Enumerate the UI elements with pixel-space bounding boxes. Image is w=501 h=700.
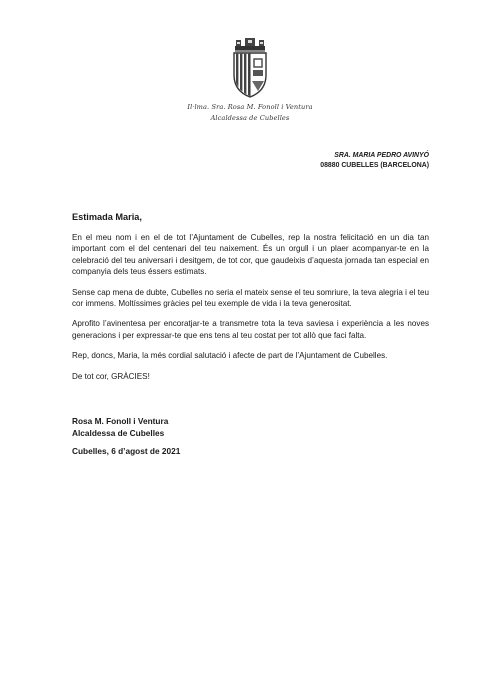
- signature-block: [72, 416, 168, 439]
- paragraph: Sense cap mena de dubte, Cubelles no seria el mateix sense el teu somriure, la teva alegria i el teu cor immens. Moltíssimes gràcies pel teu exemple de vida i la teva generositat.: [72, 287, 429, 309]
- signature-name: Rosa M. Fonoll i Ventura: [72, 416, 169, 426]
- coat-of-arms-icon: [226, 37, 274, 99]
- sender-name: Il·lma. Sra. Rosa M. Fonoll i Ventura: [187, 103, 313, 111]
- signature-title: Alcaldessa de Cubelles: [72, 427, 165, 438]
- letter-body: [72, 232, 429, 391]
- recipient-address: 08880 CUBELLES (BARCELONA): [320, 162, 429, 169]
- paragraph: En el meu nom i en el de tot l’Ajuntament de Cubelles, rep la nostra felicitació en un dia tan important com el del centenari del teu naixement. És un orgull i un plaer acompanyar-te en la celebració del teu aniversari i desitgem, de tot cor, que gaudeixis d’aquesta jornada tan especial en companyia dels teus éssers estimats.: [72, 233, 429, 277]
- closing-line: De tot cor, GRÀCIES!: [72, 371, 150, 381]
- recipient-block: [320, 151, 429, 171]
- letter-date: Cubelles, 6 d’agost de 2021: [72, 446, 181, 456]
- greeting: Estimada Maria,: [72, 212, 142, 222]
- paragraph: Aprofito l’avinentesa per encoratjar-te a transmetre tota la teva saviesa i experiència a les noves generacions i per expressar-te que ens tens al teu costat per tot allò que faci falta.: [72, 319, 429, 340]
- recipient-name: SRA. MARIA PEDRO AVINYÓ: [334, 152, 429, 159]
- paragraph: Rep, doncs, Maria, la més cordial salutació i afecte de part de l’Ajuntament de Cubelles.: [72, 351, 388, 361]
- sender-title: Alcaldessa de Cubelles: [210, 114, 290, 122]
